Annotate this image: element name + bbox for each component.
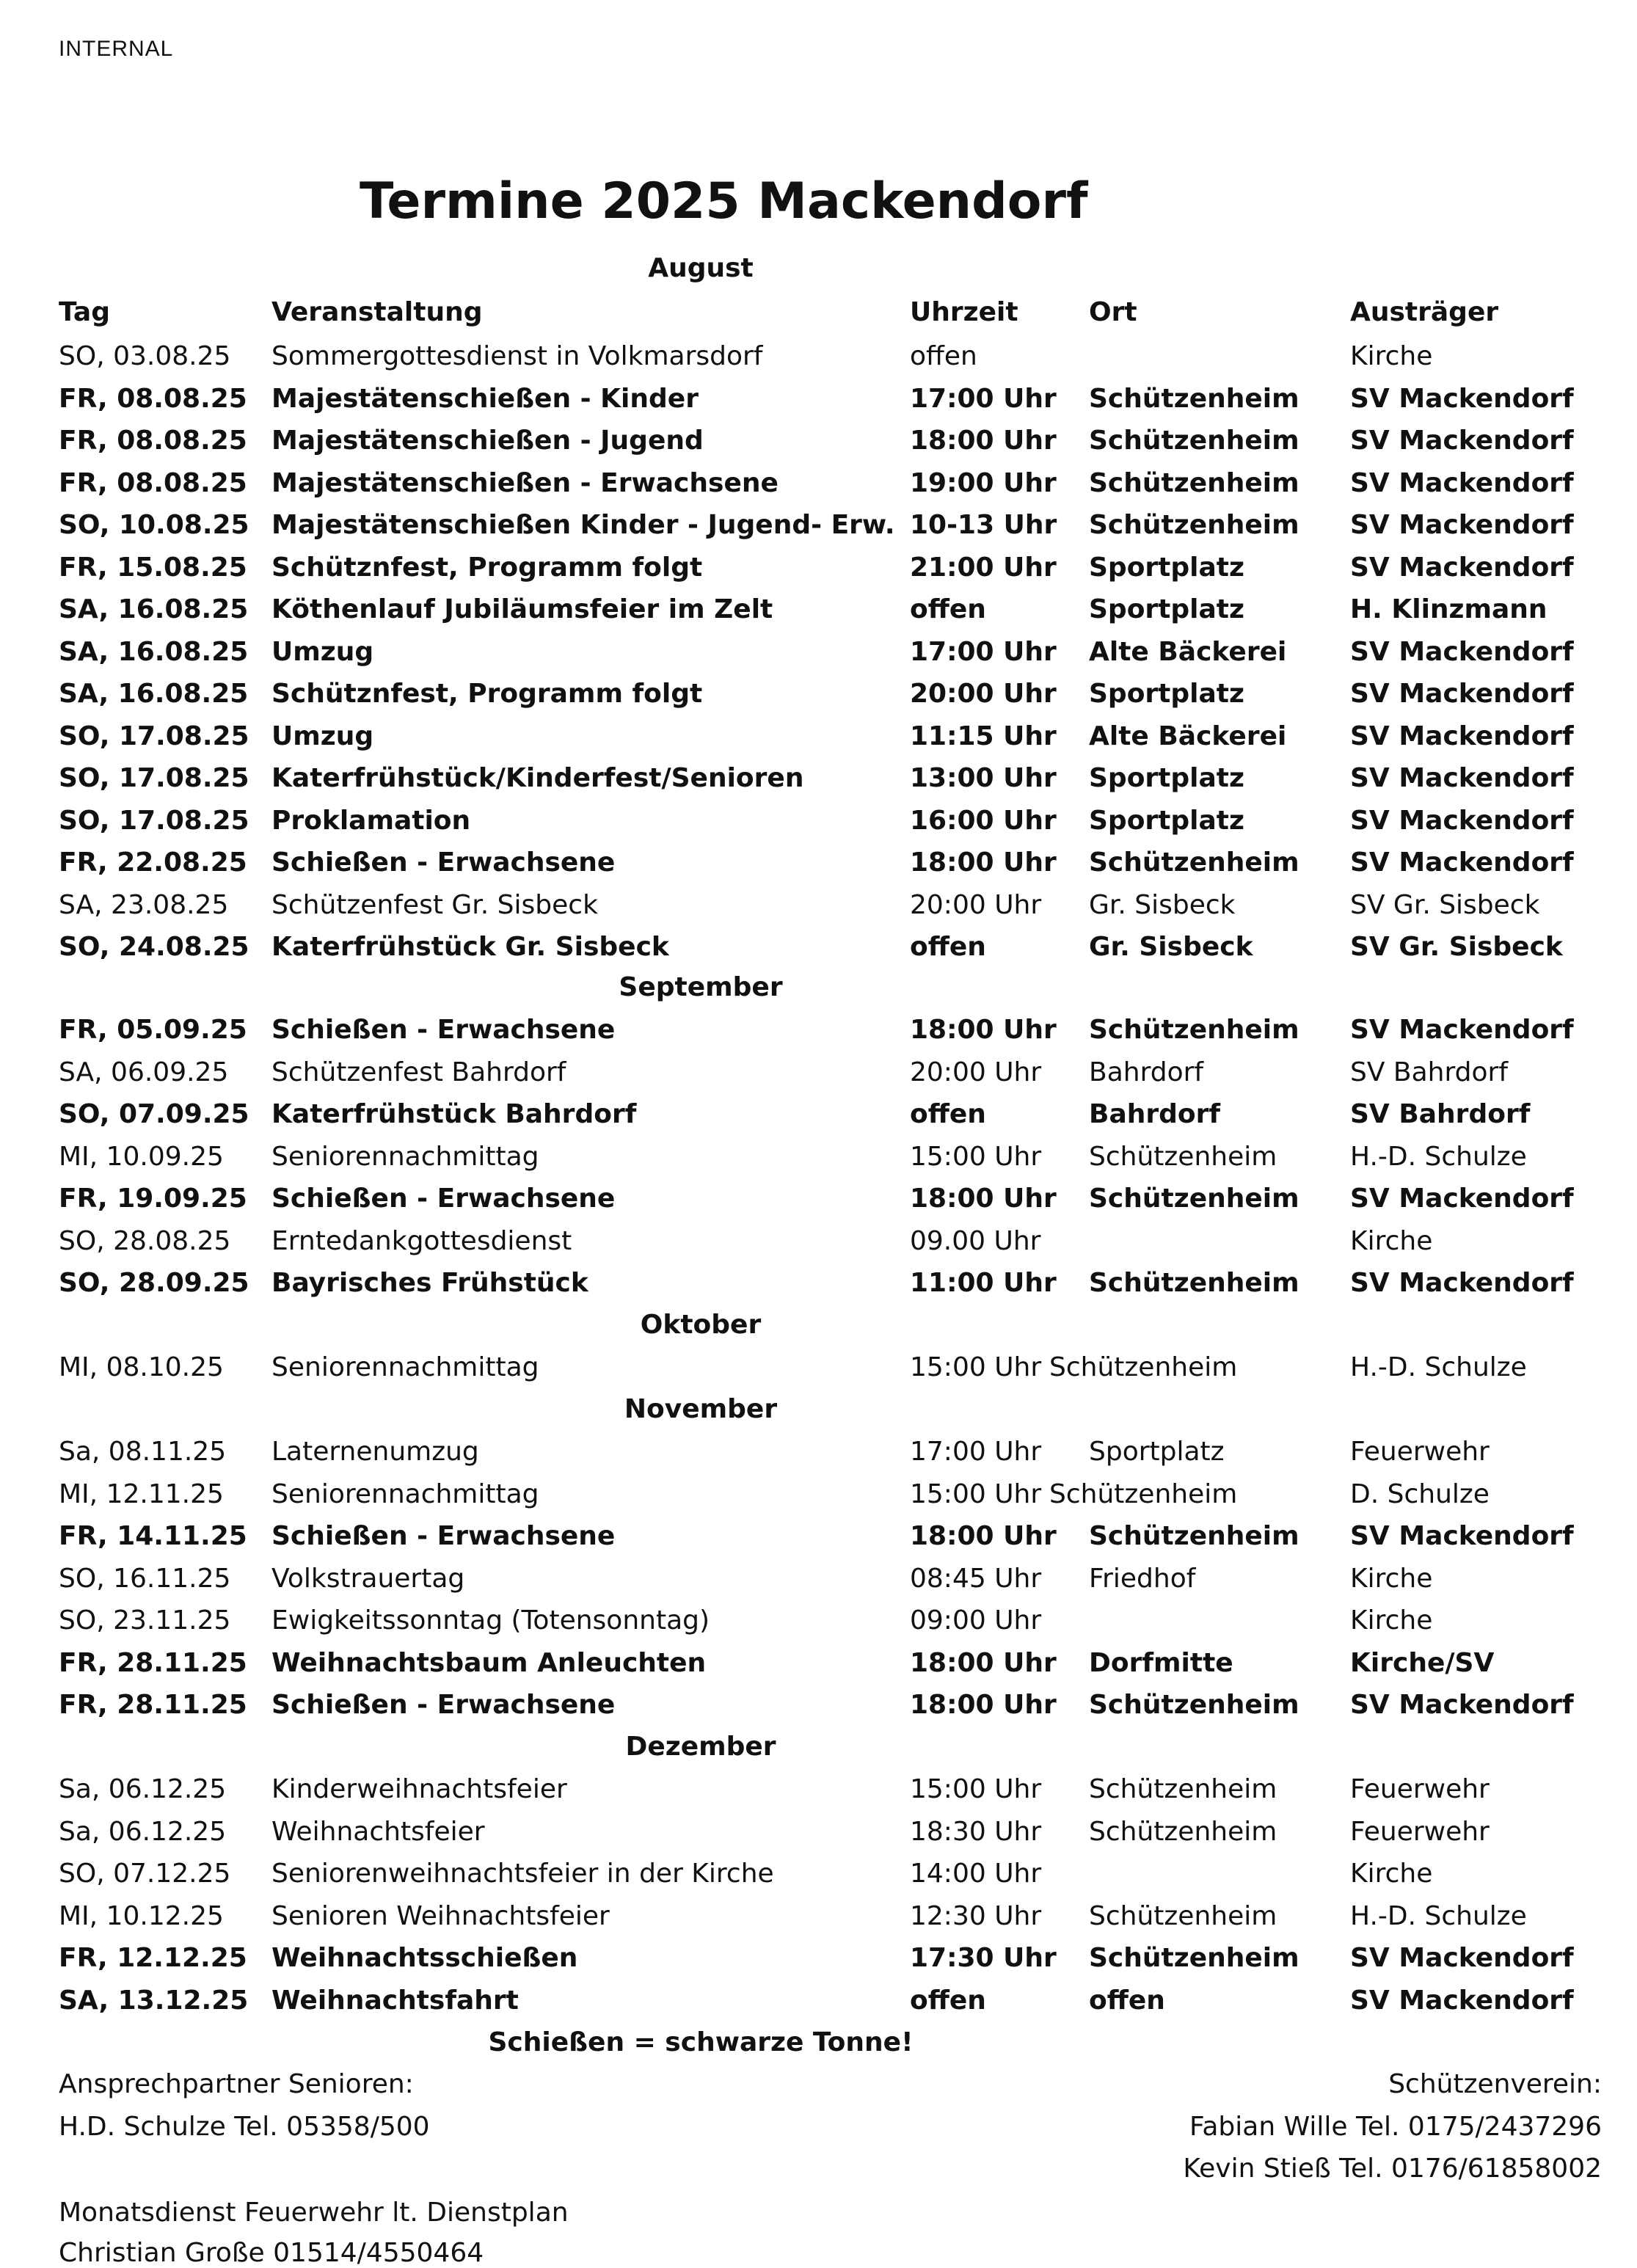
event-date: SO, 17.08.25	[59, 721, 249, 751]
event-location: Sportplatz	[1089, 679, 1244, 709]
event-time: 11:15 Uhr	[910, 721, 1057, 751]
event-location: Schützenheim	[1089, 847, 1299, 878]
event-row	[0, 468, 1637, 509]
event-row	[0, 890, 1637, 931]
event-organizer: SV Mackendorf	[1350, 1943, 1574, 1973]
event-location: Schützenheim	[1089, 1816, 1277, 1847]
event-organizer: SV Gr. Sisbeck	[1350, 889, 1540, 920]
event-location: Schützenheim	[1089, 1015, 1299, 1045]
event-title: Seniorennachmittag	[271, 1478, 539, 1509]
event-organizer: SV Gr. Sisbeck	[1350, 932, 1563, 962]
event-row	[0, 1690, 1637, 1731]
event-organizer: SV Mackendorf	[1350, 805, 1574, 836]
column-header-ort: Ort	[1089, 297, 1137, 327]
event-title: Seniorenweihnachtsfeier in der Kirche	[271, 1859, 774, 1889]
event-row	[0, 1352, 1637, 1393]
event-title: Schießen - Erwachsene	[271, 1184, 616, 1214]
event-time: 15:00 Uhr	[910, 1141, 1042, 1172]
event-row	[0, 1099, 1637, 1140]
event-organizer: H.-D. Schulze	[1350, 1900, 1527, 1931]
event-organizer: Feuerwehr	[1350, 1774, 1490, 1804]
event-row	[0, 384, 1637, 425]
event-time: 14:00 Uhr	[910, 1859, 1042, 1889]
event-time: 10-13 Uhr	[910, 510, 1057, 540]
event-row	[0, 510, 1637, 551]
event-title: Proklamation	[271, 805, 471, 836]
event-time: 20:00 Uhr	[910, 679, 1057, 709]
event-time: 09:00 Uhr	[910, 1605, 1042, 1636]
fire-contact: Christian Große 01514/4550464	[59, 2238, 484, 2268]
event-time: 15:00 Uhr	[910, 1352, 1042, 1382]
event-title: Weihnachtsschießen	[271, 1943, 578, 1973]
event-organizer: Kirche	[1350, 1859, 1433, 1889]
event-location: offen	[1089, 1985, 1165, 2016]
month-heading: Oktober	[640, 1310, 762, 1340]
event-organizer: Kirche	[1350, 1605, 1433, 1636]
event-date: SO, 07.09.25	[59, 1099, 249, 1129]
event-organizer: SV Mackendorf	[1350, 679, 1574, 709]
event-date: FR, 22.08.25	[59, 847, 247, 878]
event-organizer: Kirche	[1350, 1225, 1433, 1256]
event-row	[0, 1817, 1637, 1858]
event-time: 18:00 Uhr	[910, 847, 1057, 878]
event-location: Schützenheim	[1089, 1268, 1299, 1298]
event-location: Sportplatz	[1089, 552, 1244, 583]
event-time: 19:00 Uhr	[910, 467, 1057, 498]
event-title: Majestätenschießen - Jugend	[271, 426, 704, 456]
column-header-uhrzeit: Uhrzeit	[910, 297, 1018, 327]
event-date: SO, 28.09.25	[59, 1268, 249, 1298]
event-organizer: SV Mackendorf	[1350, 467, 1574, 498]
event-date: SO, 17.08.25	[59, 763, 249, 793]
event-location: Schützenheim	[1089, 1943, 1299, 1973]
event-date: Sa, 08.11.25	[59, 1437, 227, 1467]
event-date: FR, 08.08.25	[59, 426, 247, 456]
event-date: SA, 13.12.25	[59, 1985, 249, 2016]
table-header	[0, 297, 1637, 338]
event-row	[0, 1015, 1637, 1056]
event-date: SO, 23.11.25	[59, 1605, 231, 1636]
event-location: Schützenheim	[1089, 467, 1299, 498]
internal-label: INTERNAL	[59, 37, 174, 61]
event-row	[0, 1142, 1637, 1183]
event-title: Erntedankgottesdienst	[271, 1225, 572, 1256]
event-organizer: SV Bahrdorf	[1350, 1057, 1509, 1087]
event-row	[0, 679, 1637, 720]
event-title: Köthenlauf Jubiläumsfeier im Zelt	[271, 594, 773, 624]
event-row	[0, 1437, 1637, 1478]
event-organizer: Kirche	[1350, 1563, 1433, 1594]
event-location: Schützenheim	[1089, 1900, 1277, 1931]
event-title: Sommergottesdienst in Volkmarsdorf	[271, 341, 763, 371]
event-title: Umzug	[271, 636, 374, 667]
event-date: SA, 16.08.25	[59, 679, 249, 709]
event-title: Umzug	[271, 721, 374, 751]
event-location: Schützenheim	[1089, 1141, 1277, 1172]
event-row	[0, 806, 1637, 847]
event-date: SA, 16.08.25	[59, 594, 249, 624]
event-location: Sportplatz	[1089, 805, 1244, 836]
event-title: Volkstrauertag	[271, 1563, 465, 1594]
event-row	[0, 1057, 1637, 1098]
event-title: Ewigkeitssonntag (Totensonntag)	[271, 1605, 710, 1636]
event-title: Weihnachtsfeier	[271, 1816, 485, 1847]
event-time: 18:00 Uhr	[910, 1647, 1057, 1678]
event-title: Schießen - Erwachsene	[271, 847, 616, 878]
event-time: 18:00 Uhr	[910, 1521, 1057, 1551]
club-contact-2: Kevin Stieß Tel. 0176/61858002	[1183, 2154, 1602, 2184]
event-location: Gr. Sisbeck	[1089, 889, 1236, 920]
event-row	[0, 553, 1637, 594]
event-title: Weihnachtsbaum Anleuchten	[271, 1647, 707, 1678]
event-location: Schützenheim	[1089, 510, 1299, 540]
event-row	[0, 637, 1637, 678]
month-heading: Dezember	[625, 1732, 776, 1762]
event-organizer: Kirche/SV	[1350, 1647, 1495, 1678]
event-date: FR, 14.11.25	[59, 1521, 247, 1551]
event-location: Schützenheim	[1089, 426, 1299, 456]
event-row	[0, 1859, 1637, 1900]
event-organizer: SV Mackendorf	[1350, 721, 1574, 751]
event-organizer: SV Mackendorf	[1350, 1521, 1574, 1551]
event-time: offen	[910, 1985, 986, 2016]
event-time: 15:00 Uhr	[910, 1774, 1042, 1804]
event-time: 20:00 Uhr	[910, 1057, 1042, 1087]
event-location: Schützenheim	[1089, 1774, 1277, 1804]
event-title: Majestätenschießen Kinder - Jugend- Erw.	[271, 510, 895, 540]
event-row	[0, 1479, 1637, 1520]
event-organizer: SV Mackendorf	[1350, 636, 1574, 667]
note: Schießen = schwarze Tonne!	[488, 2027, 914, 2057]
event-date: MI, 12.11.25	[59, 1478, 224, 1509]
event-title: Weihnachtsfahrt	[271, 1985, 519, 2016]
event-date: FR, 08.08.25	[59, 383, 247, 414]
event-row	[0, 1986, 1637, 2027]
event-title: Schießen - Erwachsene	[271, 1521, 616, 1551]
event-date: SO, 10.08.25	[59, 510, 249, 540]
event-organizer: SV Mackendorf	[1350, 1690, 1574, 1720]
event-time: 13:00 Uhr	[910, 763, 1057, 793]
event-row	[0, 1901, 1637, 1942]
event-organizer: Feuerwehr	[1350, 1816, 1490, 1847]
event-date: MI, 10.12.25	[59, 1900, 224, 1931]
event-title: Katerfrühstück/Kinderfest/Senioren	[271, 763, 804, 793]
event-location: Sportplatz	[1089, 763, 1244, 793]
event-time: 17:00 Uhr	[910, 383, 1057, 414]
event-organizer: SV Mackendorf	[1350, 1268, 1574, 1298]
event-time: 18:30 Uhr	[910, 1816, 1042, 1847]
event-location: Dorfmitte	[1089, 1647, 1233, 1678]
event-title: Schießen - Erwachsene	[271, 1015, 616, 1045]
event-organizer: SV Mackendorf	[1350, 383, 1574, 414]
event-date: Sa, 06.12.25	[59, 1816, 227, 1847]
event-location: Schützenheim	[1089, 1690, 1299, 1720]
event-location: Bahrdorf	[1089, 1099, 1221, 1129]
event-organizer: Feuerwehr	[1350, 1437, 1490, 1467]
event-location: Schützenheim	[1049, 1478, 1238, 1509]
event-time: 20:00 Uhr	[910, 889, 1042, 920]
event-time: offen	[910, 1099, 986, 1129]
event-time: 17:30 Uhr	[910, 1943, 1057, 1973]
event-date: FR, 05.09.25	[59, 1015, 247, 1045]
event-time: 12:30 Uhr	[910, 1900, 1042, 1931]
event-title: Bayrisches Frühstück	[271, 1268, 588, 1298]
event-organizer: SV Mackendorf	[1350, 847, 1574, 878]
event-location: Schützenheim	[1089, 383, 1299, 414]
event-date: SO, 17.08.25	[59, 805, 249, 836]
event-time: 18:00 Uhr	[910, 1184, 1057, 1214]
event-title: Seniorennachmittag	[271, 1352, 539, 1382]
month-heading: September	[619, 972, 783, 1002]
event-organizer: SV Mackendorf	[1350, 510, 1574, 540]
event-title: Majestätenschießen - Kinder	[271, 383, 699, 414]
month-heading: August	[648, 253, 754, 283]
event-organizer: SV Mackendorf	[1350, 426, 1574, 456]
event-time: 18:00 Uhr	[910, 1690, 1057, 1720]
page-title: Termine 2025 Mackendorf	[360, 172, 1088, 230]
event-location: Bahrdorf	[1089, 1057, 1204, 1087]
event-time: 16:00 Uhr	[910, 805, 1057, 836]
event-location: Sportplatz	[1089, 1437, 1225, 1467]
event-time: 09.00 Uhr	[910, 1225, 1041, 1256]
event-row	[0, 1268, 1637, 1309]
event-organizer: SV Mackendorf	[1350, 1015, 1574, 1045]
event-row	[0, 1184, 1637, 1225]
event-title: Schütznfest, Programm folgt	[271, 679, 703, 709]
event-row	[0, 932, 1637, 973]
event-title: Katerfrühstück Bahrdorf	[271, 1099, 637, 1129]
event-row	[0, 1226, 1637, 1267]
event-location: Alte Bäckerei	[1089, 721, 1287, 751]
event-organizer: H.-D. Schulze	[1350, 1352, 1527, 1382]
club-heading: Schützenverein:	[1388, 2069, 1602, 2099]
column-header-veranstaltung: Veranstaltung	[271, 297, 483, 327]
event-title: Majestätenschießen - Erwachsene	[271, 467, 779, 498]
event-location: Schützenheim	[1089, 1521, 1299, 1551]
event-organizer: D. Schulze	[1350, 1478, 1490, 1509]
event-date: SO, 28.08.25	[59, 1225, 231, 1256]
event-row	[0, 1605, 1637, 1647]
event-row	[0, 1564, 1637, 1605]
event-time: offen	[910, 594, 986, 624]
event-time: 17:00 Uhr	[910, 1437, 1042, 1467]
event-date: FR, 19.09.25	[59, 1184, 247, 1214]
event-organizer: H. Klinzmann	[1350, 594, 1547, 624]
event-time: 11:00 Uhr	[910, 1268, 1057, 1298]
event-row	[0, 1521, 1637, 1562]
event-organizer: H.-D. Schulze	[1350, 1141, 1527, 1172]
event-title: Laternenumzug	[271, 1437, 479, 1467]
event-location: Friedhof	[1089, 1563, 1196, 1594]
event-organizer: SV Mackendorf	[1350, 1985, 1574, 2016]
column-header-tag: Tag	[59, 297, 110, 327]
event-date: FR, 08.08.25	[59, 467, 247, 498]
month-heading: November	[624, 1394, 778, 1424]
event-row	[0, 721, 1637, 762]
column-header-austraeger: Austräger	[1350, 297, 1499, 327]
event-date: FR, 12.12.25	[59, 1943, 247, 1973]
event-title: Senioren Weihnachtsfeier	[271, 1900, 610, 1931]
event-date: SO, 24.08.25	[59, 932, 249, 962]
event-row	[0, 847, 1637, 889]
event-date: SO, 07.12.25	[59, 1859, 231, 1889]
event-time: 21:00 Uhr	[910, 552, 1057, 583]
event-organizer: SV Mackendorf	[1350, 763, 1574, 793]
event-title: Kinderweihnachtsfeier	[271, 1774, 567, 1804]
event-organizer: SV Bahrdorf	[1350, 1099, 1531, 1129]
event-date: SO, 16.11.25	[59, 1563, 231, 1594]
event-title: Schützenfest Bahrdorf	[271, 1057, 566, 1087]
event-date: Sa, 06.12.25	[59, 1774, 227, 1804]
event-time: 18:00 Uhr	[910, 1015, 1057, 1045]
event-date: FR, 15.08.25	[59, 552, 247, 583]
event-organizer: SV Mackendorf	[1350, 1184, 1574, 1214]
event-date: SA, 16.08.25	[59, 636, 249, 667]
club-contact-1: Fabian Wille Tel. 0175/2437296	[1189, 2112, 1602, 2142]
event-date: FR, 28.11.25	[59, 1690, 247, 1720]
event-time: 15:00 Uhr	[910, 1478, 1042, 1509]
event-row	[0, 1648, 1637, 1689]
seniors-contact: H.D. Schulze Tel. 05358/500	[59, 2112, 430, 2142]
event-title: Katerfrühstück Gr. Sisbeck	[271, 932, 669, 962]
event-title: Schießen - Erwachsene	[271, 1690, 616, 1720]
event-date: FR, 28.11.25	[59, 1647, 247, 1678]
event-time: offen	[910, 932, 986, 962]
event-location: Gr. Sisbeck	[1089, 932, 1253, 962]
event-row	[0, 1774, 1637, 1815]
event-row	[0, 1943, 1637, 1984]
event-title: Schütznfest, Programm folgt	[271, 552, 703, 583]
event-time: 08:45 Uhr	[910, 1563, 1042, 1594]
event-organizer: SV Mackendorf	[1350, 552, 1574, 583]
event-title: Seniorennachmittag	[271, 1141, 539, 1172]
event-time: 18:00 Uhr	[910, 426, 1057, 456]
event-date: SA, 23.08.25	[59, 889, 229, 920]
event-row	[0, 594, 1637, 635]
event-location: Sportplatz	[1089, 594, 1244, 624]
seniors-heading: Ansprechpartner Senioren:	[59, 2069, 414, 2099]
event-date: MI, 10.09.25	[59, 1141, 224, 1172]
event-row	[0, 763, 1637, 804]
event-title: Schützenfest Gr. Sisbeck	[271, 889, 598, 920]
event-organizer: Kirche	[1350, 341, 1433, 371]
event-location: Schützenheim	[1049, 1352, 1238, 1382]
event-location: Schützenheim	[1089, 1184, 1299, 1214]
event-row	[0, 426, 1637, 467]
fire-duty: Monatsdienst Feuerwehr lt. Dienstplan	[59, 2198, 569, 2228]
event-date: MI, 08.10.25	[59, 1352, 224, 1382]
event-row	[0, 341, 1637, 382]
event-date: SO, 03.08.25	[59, 341, 231, 371]
event-time: offen	[910, 341, 977, 371]
event-time: 17:00 Uhr	[910, 636, 1057, 667]
event-date: SA, 06.09.25	[59, 1057, 229, 1087]
event-location: Alte Bäckerei	[1089, 636, 1287, 667]
